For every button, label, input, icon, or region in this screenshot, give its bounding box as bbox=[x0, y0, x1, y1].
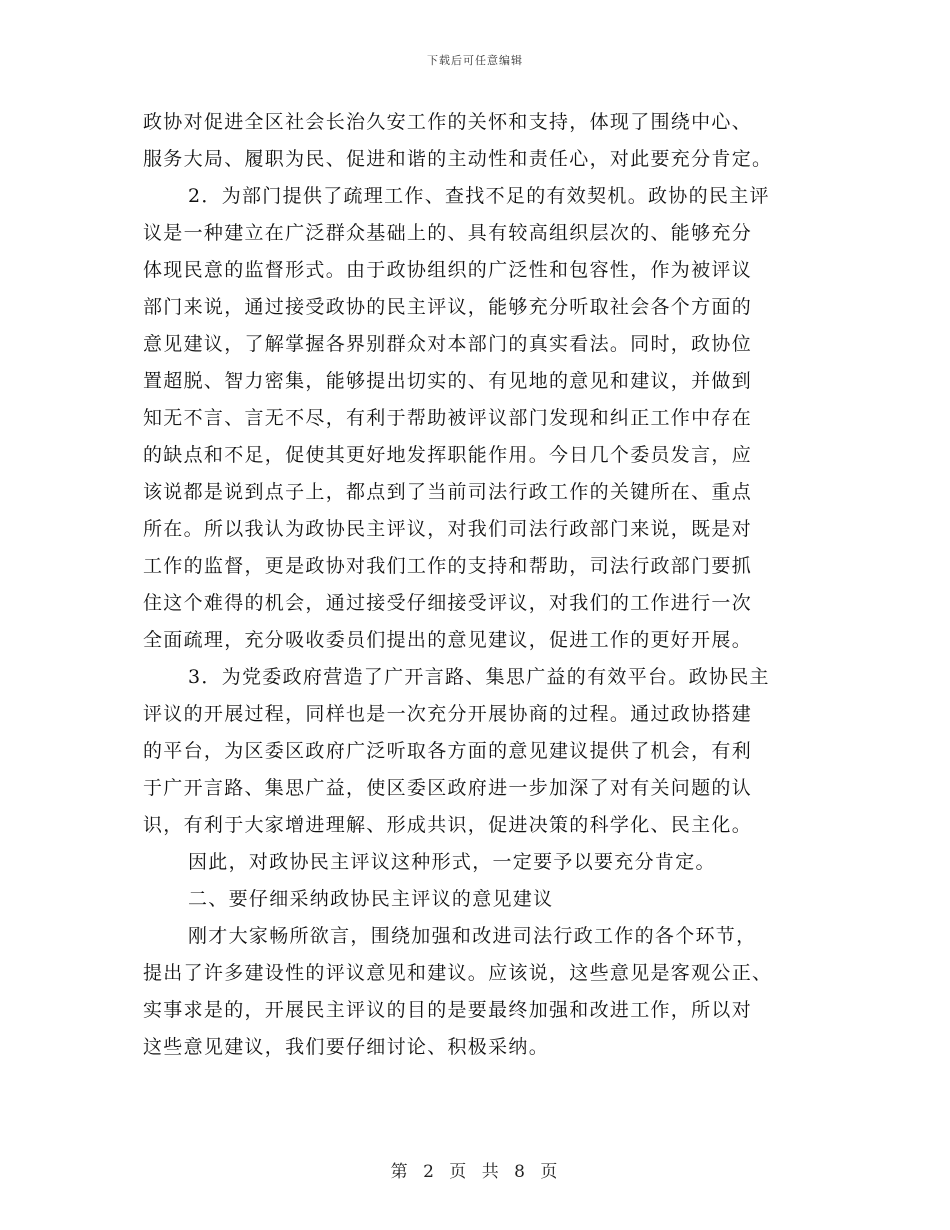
text-line: 议是一种建立在广泛群众基础上的、具有较高组织层次的、能够充分 bbox=[143, 222, 753, 244]
text-line: 实事求是的，开展民主评议的目的是要最终加强和改进工作，所以对 bbox=[143, 999, 753, 1021]
text-line: 的缺点和不足，促使其更好地发挥职能作用。今日几个委员发言，应 bbox=[143, 444, 753, 466]
section-heading: 二、要仔细采纳政协民主评议的意见建议 bbox=[188, 888, 554, 910]
text-line: 工作的监督，更是政协对我们工作的支持和帮助，司法行政部门要抓 bbox=[143, 555, 753, 577]
text-line: 识，有利于大家增进理解、形成共识，促进决策的科学化、民主化。 bbox=[143, 814, 753, 836]
text-line: 知无不言、言无不尽，有利于帮助被评议部门发现和纠正工作中存在 bbox=[143, 407, 753, 429]
text-line: 这些意见建议，我们要仔细讨论、积极采纳。 bbox=[143, 1036, 550, 1058]
text-line: 全面疏理，充分吸收委员们提出的意见建议，促进工作的更好开展。 bbox=[143, 629, 753, 651]
text-line: 置超脱、智力密集，能够提出切实的、有见地的意见和建议，并做到 bbox=[143, 370, 753, 392]
text-line: 提出了许多建设性的评议意见和建议。应该说，这些意见是客观公正、 bbox=[143, 962, 773, 984]
text-line: 3．为党委政府营造了广开言路、集思广益的有效平台。政协民主 bbox=[188, 666, 770, 688]
text-line: 政协对促进全区社会长治久安工作的关怀和支持，体现了围绕中心、 bbox=[143, 111, 753, 133]
text-line: 该说都是说到点子上，都点到了当前司法行政工作的关键所在、重点 bbox=[143, 481, 753, 503]
text-line: 2．为部门提供了疏理工作、查找不足的有效契机。政协的民主评 bbox=[188, 185, 770, 207]
text-line: 的平台，为区委区政府广泛听取各方面的意见建议提供了机会，有利 bbox=[143, 740, 753, 762]
text-line: 服务大局、履职为民、促进和谐的主动性和责任心，对此要充分肯定。 bbox=[143, 148, 773, 170]
page-number: 第 2 页 共 8 页 bbox=[390, 1162, 560, 1182]
text-line: 刚才大家畅所欲言，围绕加强和改进司法行政工作的各个环节， bbox=[188, 925, 757, 947]
text-line: 于广开言路、集思广益，使区委区政府进一步加深了对有关问题的认 bbox=[143, 777, 753, 799]
text-line: 所在。所以我认为政协民主评议，对我们司法行政部门来说，既是对 bbox=[143, 518, 753, 540]
text-line: 住这个难得的机会，通过接受仔细接受评议，对我们的工作进行一次 bbox=[143, 592, 753, 614]
text-line: 评议的开展过程，同样也是一次充分开展协商的过程。通过政协搭建 bbox=[143, 703, 753, 725]
text-line: 意见建议，了解掌握各界别群众对本部门的真实看法。同时，政协位 bbox=[143, 333, 753, 355]
text-line: 部门来说，通过接受政协的民主评议，能够充分听取社会各个方面的 bbox=[143, 296, 753, 318]
page-header: 下载后可任意编辑 bbox=[427, 54, 523, 67]
text-line: 体现民意的监督形式。由于政协组织的广泛性和包容性，作为被评议 bbox=[143, 259, 753, 281]
text-line: 因此，对政协民主评议这种形式，一定要予以要充分肯定。 bbox=[188, 851, 716, 873]
document-body bbox=[143, 104, 818, 1066]
